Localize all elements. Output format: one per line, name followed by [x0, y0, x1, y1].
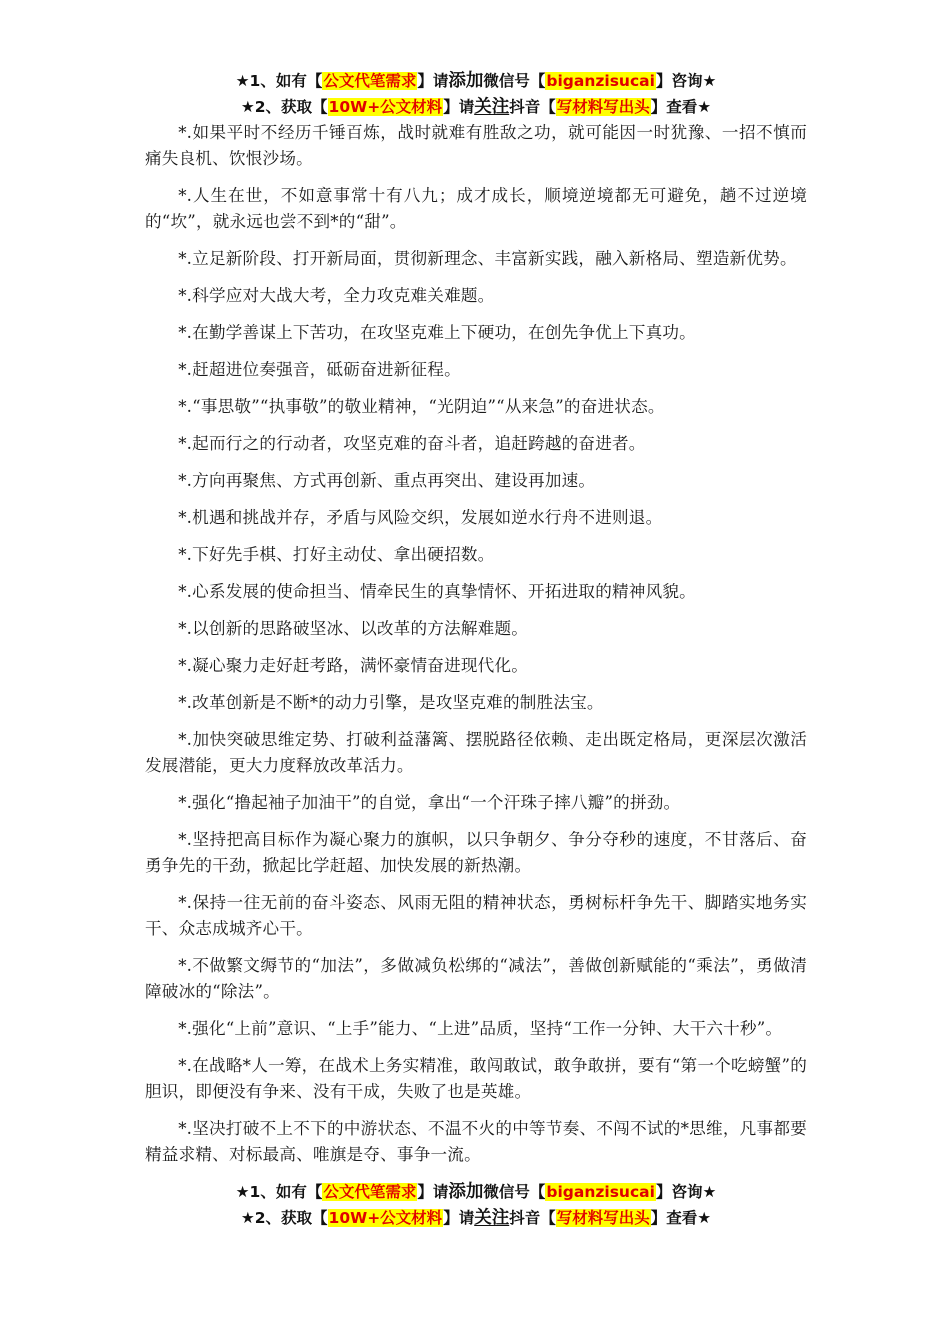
banner-text: 】咨询★: [655, 1183, 717, 1201]
paragraph: *.以创新的思路破坚冰、以改革的方法解难题。: [178, 619, 529, 638]
banner-text: 】咨询★: [655, 72, 717, 90]
paragraph: *.凝心聚力走好赶考路，满怀豪情奋进现代化。: [178, 656, 529, 675]
banner-text: 抖音【: [509, 98, 556, 116]
paragraph: *.立足新阶段、打开新局面，贯彻新理念、丰富新实践，融入新格局、塑造新优势。: [178, 249, 797, 268]
paragraph: *.“事思敬”“执事敬”的敬业精神，“光阴迫”“从来急”的奋进状态。: [178, 397, 665, 416]
banner-text: 】查看★: [650, 98, 712, 116]
paragraph: *.起而行之的行动者，攻坚克难的奋斗者，追赶跨越的奋进者。: [178, 434, 646, 453]
paragraph: *.不做繁文缛节的“加法”，多做减负松绑的“减法”，善做创新赋能的“乘法”，勇做清障破冰的“除法”。: [145, 956, 807, 1001]
paragraph: *.坚决打破不上不下的中游状态、不温不火的中等节奏、不闯不试的*思维，凡事都要精益求精、对标最高、唯旗是夺、事争一流。: [145, 1119, 807, 1164]
banner-text: 】请: [443, 1209, 475, 1227]
banner-text: 抖音【: [509, 1209, 556, 1227]
paragraph: *.改革创新是不断*的动力引擎，是攻坚克难的制胜法宝。: [178, 693, 604, 712]
banner-text: 微信号【: [483, 1183, 546, 1201]
paragraph: *.保持一往无前的奋斗姿态、风雨无阻的精神状态，勇树标杆争先干、脚踏实地务实干、众志成城齐心干。: [145, 893, 807, 938]
paragraph: *.科学应对大战大考，全力攻克难关难题。: [178, 286, 495, 305]
paragraph: *.心系发展的使命担当、情牵民生的真挚情怀、开拓进取的精神风貌。: [178, 582, 696, 601]
highlight-wechat-id: biganzisucai: [546, 1183, 655, 1201]
paragraph: *.赶超进位奏强音，砥砺奋进新征程。: [178, 360, 461, 379]
banner-text: ★2、获取【: [240, 1209, 328, 1227]
banner-text: 】请: [417, 72, 449, 90]
paragraph: *.人生在世，不如意事常十有八九；成才成长，顺境逆境都无可避免，趟不过逆境的“坎”，就永远也尝不到*的“甜”。: [145, 186, 807, 231]
banner-line-2: [145, 1205, 807, 1231]
highlight-materials: 10W+公文材料: [328, 1209, 443, 1227]
banner-text: 】请: [443, 98, 475, 116]
banner-emphasis: 关注: [474, 1208, 510, 1228]
highlight-douyin-account: 写材料写出头: [556, 98, 650, 116]
banner-emphasis: 添加: [448, 1182, 484, 1202]
banner-text: ★1、如有【: [235, 1183, 323, 1201]
promo-banner-bottom: [145, 1179, 807, 1231]
highlight-service: 公文代笔需求: [323, 72, 417, 90]
paragraph: *.加快突破思维定势、打破利益藩篱、摆脱路径依赖、走出既定格局，更深层次激活发展潜能，更大力度释放改革活力。: [145, 730, 807, 775]
banner-emphasis: 关注: [474, 97, 510, 117]
paragraph: *.方向再聚焦、方式再创新、重点再突出、建设再加速。: [178, 471, 596, 490]
paragraph: *.强化“上前”意识、“上手”能力、“上进”品质，坚持“工作一分钟、大干六十秒”。: [178, 1019, 783, 1038]
paragraph: *.机遇和挑战并存，矛盾与风险交织，发展如逆水行舟不进则退。: [178, 508, 663, 527]
paragraph: *.强化“撸起袖子加油干”的自觉，拿出“一个汗珠子摔八瓣”的拼劲。: [178, 793, 681, 812]
banner-text: 微信号【: [483, 72, 546, 90]
paragraph: *.在勤学善谋上下苦功，在攻坚克难上下硬功，在创先争优上下真功。: [178, 323, 696, 342]
highlight-materials: 10W+公文材料: [328, 98, 443, 116]
banner-line-2: [145, 94, 807, 120]
banner-text: ★2、获取【: [240, 98, 328, 116]
promo-banner-top: [145, 68, 807, 120]
paragraph: *.如果平时不经历千锤百炼，战时就难有胜敌之功，就可能因一时犹豫、一招不慎而痛失良机、饮恨沙场。: [145, 123, 807, 168]
highlight-service: 公文代笔需求: [323, 1183, 417, 1201]
document-body: [145, 120, 807, 1168]
banner-text: 】查看★: [650, 1209, 712, 1227]
paragraph: *.坚持把高目标作为凝心聚力的旗帜，以只争朝夕、争分夺秒的速度，不甘落后、奋勇争先的干劲，掀起比学赶超、加快发展的新热潮。: [145, 830, 807, 875]
banner-line-1: [145, 1179, 807, 1205]
paragraph: *.在战略*人一筹，在战术上务实精准，敢闯敢试，敢争敢拼，要有“第一个吃螃蟹”的胆识，即便没有争来、没有干成，失败了也是英雄。: [145, 1056, 807, 1101]
banner-text: 】请: [417, 1183, 449, 1201]
highlight-douyin-account: 写材料写出头: [556, 1209, 650, 1227]
banner-emphasis: 添加: [448, 71, 484, 91]
highlight-wechat-id: biganzisucai: [546, 72, 655, 90]
document-page: [145, 68, 807, 1231]
banner-text: ★1、如有【: [235, 72, 323, 90]
banner-line-1: [145, 68, 807, 94]
paragraph: *.下好先手棋、打好主动仗、拿出硬招数。: [178, 545, 495, 564]
